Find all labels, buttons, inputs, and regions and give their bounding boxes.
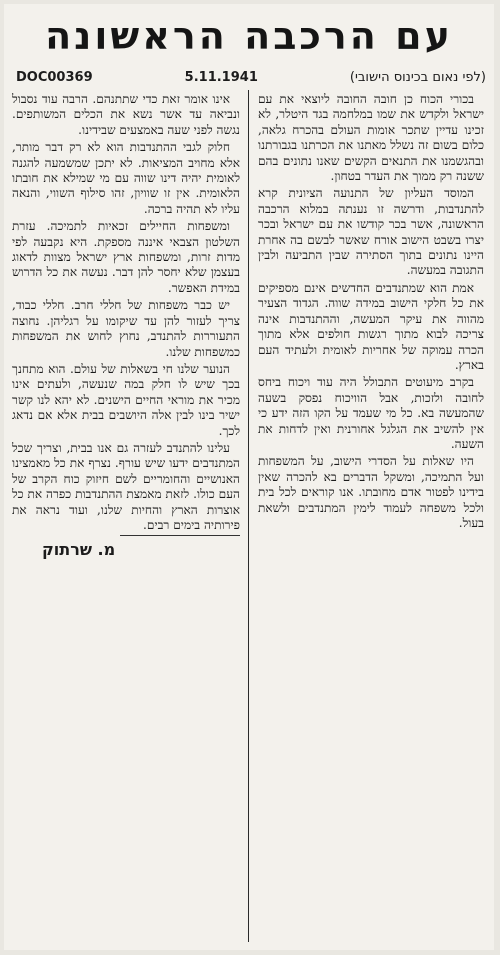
paragraph: יש כבר משפחות של חללי חרב. חללי כבוד, צריך לעזור להן עד שיקומו על רגליהן. נחוצה התעוררות להתנדב, נחוץ לחוש את המשפחות כמשפחות שלנו. <box>12 298 240 359</box>
paragraph: אמת הוא שמתנדבים החדשים אינם מספיקים את כל חלקי הישוב במידה שווה. הגדוד הצעיר מהווה את עיקר המעשה, וההתנדבות אינה צריכה לבוא מתוך רגשות חולפים אלא מתוך הכרה עמוקה של אחריות לאומית ולעתיד העם בארץ. <box>258 280 484 372</box>
paragraph: חלוק לגבי ההתנדבות הוא לא רק דבר מותר, אלא מחויב המציאות. לא יתכן שמשמעה להגנה לאומית יהיה דינו שווה עם מי שמילא את חובתו הלאומית. אין זו שוויון, זהו סילוף השווי, והנאה עליו לא תהיה ברכה. <box>12 140 240 216</box>
signature-rule <box>120 535 240 536</box>
paragraph: המוסד העליון של התנועה הציונית קרא להתנדבות, ודרשה זו נענתה במלוא הרכבה הראשונה, אשר בכר קודשו את עם ישראל ובכר יצרו בשבט הישוב אורח שאשר לבשם בה אחרת היינו נתונים בתוך הסתירה שבין התביעה ולבין התגובה במעשה. <box>258 186 484 278</box>
document-id: DOC00369 <box>16 69 93 85</box>
article-headline: עם הרכבה הראשונה <box>45 14 453 58</box>
paragraph: הנוער שלנו חי בשאלות של עולם. הוא מתחנך בכך שיש לו חלק במה שנעשה, ולעתים אינו מכיר את מוראי החיים הישנים. לא יהא לנו קשר ישיר בינו לבין אלה היושבים בבית אלא אם נדאג לכך. <box>12 361 240 438</box>
article-subheadline: (לפי נאום בכינוס הישובי) <box>349 69 486 85</box>
article-date: 5.11.1941 <box>184 69 258 85</box>
author-signature: מ. שרתוק <box>42 540 116 560</box>
byline-row <box>16 66 486 88</box>
article-column-right <box>258 92 484 942</box>
paragraph: ומשפחות החיילים זכאיות לתמיכה. עזרת השלטון הצבאי איננה מספקת. היא נקבעה לפי מדות זרות, ומשפחות ארץ ישראל מצוות לדאוג בעצמן שלא יחסר להן דבר. נעשה את כל הדרוש במידת האפשר. <box>12 219 240 295</box>
article-column-left <box>12 92 240 942</box>
newspaper-clipping <box>4 4 494 950</box>
paragraph: בכורי הכוח כן חובה החובה ליוצאי את עם ישראל ולקדש את שמו במלחמה בגד היטלר, לא זכינו עדיין שתכר אומות העולם בהכרח גלאה, כלום בשום זה נשלל מאתנו את הכרתנו בגבורתנו ובהגשמנו את התנאים הקשים שאנו נתונים בהם ששנה רק ממוך את העדר בטחון. <box>258 92 484 184</box>
paragraph: עלינו להתנדב לעזרה גם אנו בבית, וצריך שכל המתנדבים ידעו שיש עורף. נצרף את כל מאמצינו האנושיים והחומריים לשם חיזוק כוח הקרב של העם כולו. לזאת מאמצת ההתנדבות כפרה את כל אוצרות הארץ והחיות שלנו, ועוד נראה את פירותיה בימים רבים. <box>12 440 240 532</box>
paragraph: היו שאלות על הסדרי הישוב, על המשפחות ועל התמיכה, ומשקל הדברים בא להכרה שאין בידינו לפטור אדם מחובתו. אנו קוראים לכל בית ולכל משפחה לעמוד לימין המתנדבים ולשאת בעול. <box>258 454 484 530</box>
paragraph: בקרב מיעוטים התבולל היה עוד ויכוח ביחס לחובה ולזכות, אבל הוויכוח נפסק בשעה שהמעשה בא. כל מי שעמד על הקו הזה ידע כי אין להשיב את הגלגל אחורנית ואין לדחות את השעה. <box>258 375 484 451</box>
column-divider <box>248 90 249 942</box>
paragraph: אינו אומר זאת כדי שתתנהם. הרבה עוד נסבול ונביאה עד אשר נשא את הכלים המשותפים. נגשה לפני שעה באמצעים שבידינו. <box>12 92 240 137</box>
